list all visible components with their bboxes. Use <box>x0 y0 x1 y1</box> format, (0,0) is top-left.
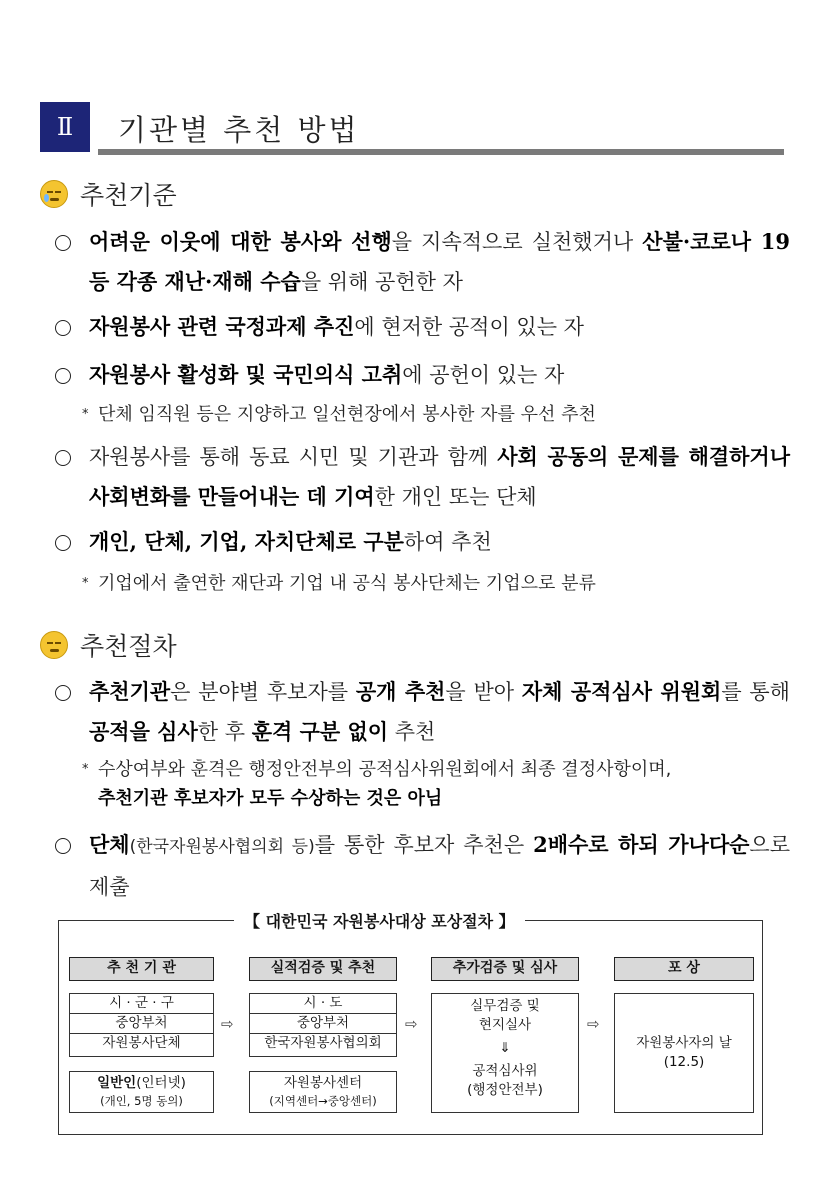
text: 을 지속적으로 실천했거나 <box>391 230 643 254</box>
text: 를 통한 후보자 추천은 <box>314 833 534 857</box>
emphasis: 훈격 구분 없이 <box>251 719 389 744</box>
text: 자원봉사센터 <box>283 1075 363 1091</box>
criteria-note-1 <box>82 400 787 429</box>
emphasis: 일반인 <box>97 1075 137 1091</box>
circle-bullet-icon <box>55 535 71 551</box>
text: (한국자원봉사협의회 등) <box>129 837 315 857</box>
emphasis: 개인, 단체, 기업, 자치단체로 구분 <box>89 529 404 554</box>
criteria-item-2 <box>55 307 790 347</box>
text: (행정안전부) <box>467 1082 543 1098</box>
circle-bullet-icon <box>55 838 71 854</box>
right-arrow-icon: ⇨ <box>221 1015 234 1033</box>
list-item: 중앙부처 <box>70 1014 213 1034</box>
procedure-item-1 <box>55 672 790 752</box>
right-arrow-icon: ⇨ <box>587 1015 600 1033</box>
award-box <box>614 993 754 1113</box>
crying-face-icon <box>40 180 68 208</box>
list-item: 시 · 군 · 구 <box>70 994 213 1014</box>
text: 한 후 <box>197 720 252 744</box>
sad-face-icon <box>40 631 68 659</box>
agency-list-box <box>69 993 214 1057</box>
text: 에 공헌이 있는 자 <box>402 363 565 387</box>
text: 공적심사위 <box>472 1063 538 1079</box>
asterisk-icon: * <box>82 407 89 422</box>
note-text: 기업에서 출연한 재단과 기업 내 공식 봉사단체는 기업으로 분류 <box>98 573 596 594</box>
text: 으로 제출 <box>89 833 790 899</box>
procedure-note <box>82 755 787 813</box>
text: 자원봉사자의 날 <box>636 1035 732 1051</box>
text: 을 위해 공헌한 자 <box>300 270 463 294</box>
text: 은 분야별 후보자를 <box>170 680 356 704</box>
award-procedure-flowchart <box>58 912 763 1135</box>
section-number: Ⅱ <box>40 102 90 152</box>
review-box <box>431 993 579 1113</box>
criteria-item-5 <box>55 522 790 562</box>
emphasis: 추천기관 <box>89 679 171 704</box>
public-recommend-box <box>69 1071 214 1113</box>
criteria-item-3 <box>55 355 790 395</box>
right-arrow-icon: ⇨ <box>405 1015 418 1033</box>
asterisk-icon: * <box>82 762 89 777</box>
sub-text: (개인, 5명 동의) <box>100 1094 183 1108</box>
emphasis: 자체 공적심사 위원회 <box>521 679 722 704</box>
header-review: 추가검증 및 심사 <box>431 957 579 981</box>
note-emphasis: 추천기관 후보자가 모두 수상하는 것은 아님 <box>98 788 443 809</box>
emphasis: 사회 공동의 문제를 해결하거나 사회변화를 만들어내는 데 기여 <box>89 444 790 509</box>
title-underline <box>98 149 784 155</box>
section-header <box>40 102 785 158</box>
procedure-item-2 <box>55 825 790 907</box>
header-verification: 실적검증 및 추천 <box>249 957 397 981</box>
emphasis: 공개 추천 <box>355 679 446 704</box>
circle-bullet-icon <box>55 685 71 701</box>
text: 한 개인 또는 단체 <box>374 485 537 509</box>
list-item: 자원봉사단체 <box>102 1035 181 1051</box>
header-recommending-agency: 추 천 기 관 <box>69 957 214 981</box>
list-item: 한국자원봉사협의회 <box>264 1035 382 1051</box>
note-text: 단체 임직원 등은 지양하고 일선현장에서 봉사한 자를 우선 추천 <box>98 404 596 425</box>
text: 자원봉사를 통해 동료 시민 및 기관과 함께 <box>89 445 498 469</box>
text: 하여 추천 <box>403 530 492 554</box>
text: (인터넷) <box>136 1075 186 1091</box>
circle-bullet-icon <box>55 320 71 336</box>
text: 현지실사 <box>478 1017 532 1033</box>
text: 실무검증 및 <box>470 998 540 1014</box>
text: 추천 <box>388 720 436 744</box>
emphasis: 자원봉사 관련 국정과제 추진 <box>89 314 355 339</box>
circle-bullet-icon <box>55 368 71 384</box>
down-arrow-icon: ⇓ <box>499 1040 511 1056</box>
emphasis: 어려운 이웃에 대한 봉사와 선행 <box>89 229 392 254</box>
volunteer-center-box <box>249 1071 397 1113</box>
verification-list-box <box>249 993 397 1057</box>
asterisk-icon: * <box>82 576 89 591</box>
text: 에 현저한 공적이 있는 자 <box>354 315 584 339</box>
emphasis: 2배수로 하되 가나다순 <box>533 832 750 857</box>
procedure-heading <box>40 627 177 663</box>
sub-text: (지역센터→중앙센터) <box>269 1094 377 1108</box>
emphasis: 공적을 심사 <box>89 719 198 744</box>
procedure-heading-text: 추천절차 <box>80 632 177 661</box>
circle-bullet-icon <box>55 235 71 251</box>
flowchart-title: 【 대한민국 자원봉사대상 포상절차 】 <box>234 909 525 932</box>
note-text: 수상여부와 훈격은 행정안전부의 공적심사위원회에서 최종 결정사항이며, <box>98 759 672 780</box>
text: (12.5) <box>663 1054 705 1070</box>
list-item: 시 · 도 <box>250 994 396 1014</box>
criteria-heading-text: 추천기준 <box>80 181 177 210</box>
list-item: 중앙부처 <box>250 1014 396 1034</box>
text: 를 통해 <box>721 680 790 704</box>
criteria-note-2 <box>82 569 787 598</box>
emphasis: 자원봉사 활성화 및 국민의식 고취 <box>89 362 403 387</box>
emphasis: 산불·코로나 19 등 각종 재난·재해 수습 <box>89 229 791 294</box>
criteria-heading <box>40 176 177 212</box>
criteria-item-4 <box>55 437 790 517</box>
circle-bullet-icon <box>55 450 71 466</box>
criteria-item-1 <box>55 222 790 302</box>
header-award: 포 상 <box>614 957 754 981</box>
emphasis: 단체 <box>89 832 130 857</box>
page-title: 기관별 추천 방법 <box>118 113 360 147</box>
text: 을 받아 <box>445 680 522 704</box>
